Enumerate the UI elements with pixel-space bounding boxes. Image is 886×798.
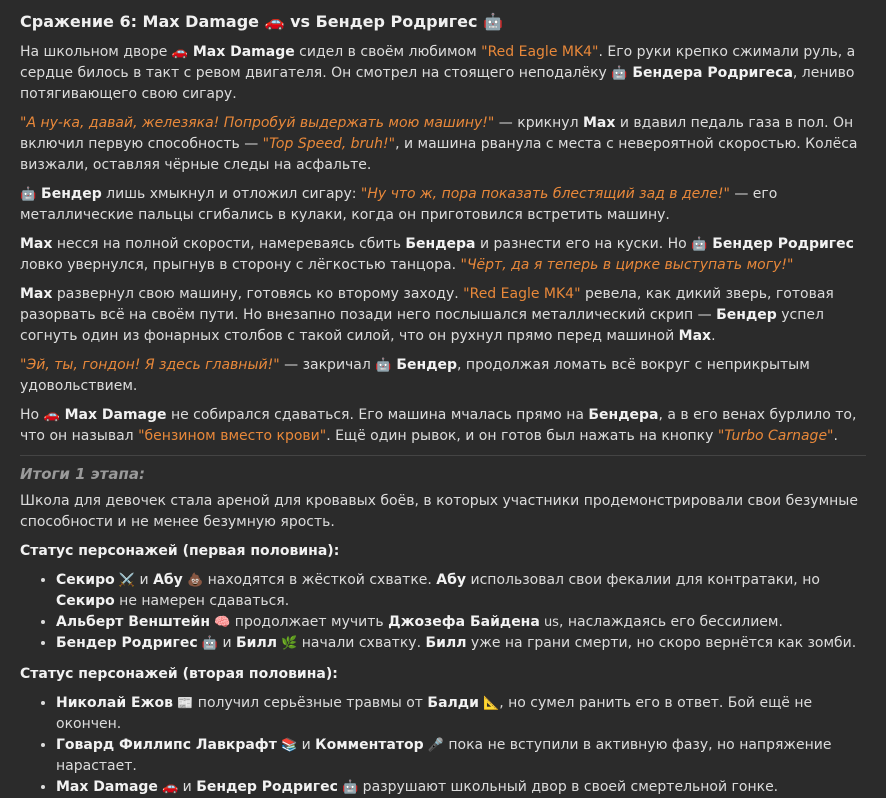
character-name: Говард Филлипс Лавкрафт [56, 737, 277, 753]
character-name: Абу [153, 572, 183, 588]
character-name: Бендера [588, 407, 659, 423]
character-name: Билл [236, 635, 277, 651]
character-name: Билл [425, 635, 467, 651]
ruler-icon: 📐 [478, 696, 500, 711]
text: использовал свои фекалии для контратаки, но [466, 572, 820, 588]
character-name: Секиро [56, 593, 115, 609]
quote: "Эй, ты, гондон! Я здесь главный!" [20, 357, 280, 373]
text: и [297, 737, 316, 753]
summary-text: Школа для девочек стала ареной для кровавых боёв, в которых участники продемонстрировали свои безумные способности и не менее безумную ярость. [20, 493, 858, 530]
character-name: Бендер [36, 186, 102, 202]
text: , а в его венах бурлило то, что он называл [20, 407, 857, 444]
text: начали схватку. [297, 635, 426, 651]
text: , и машина рванула с места с невероятной скоростью. Колёса визжали, оставляя чёрные следы на асфальте. [20, 136, 858, 173]
herb-icon: 🌿 [277, 636, 298, 651]
text: разрушают школьный двор в своей смертельной гонке. [358, 779, 779, 795]
text: находятся в жёсткой схватке. [203, 572, 437, 588]
highlight: "бензином вместо крови" [138, 428, 327, 444]
character-name: Max Damage [187, 44, 295, 60]
text: и [135, 572, 154, 588]
character-name: Абу [436, 572, 467, 588]
quote: "А ну-ка, давай, железяка! Попробуй выдержать мою машину!" [20, 115, 495, 131]
text: и разнести его на куски. Но [475, 236, 692, 252]
us-flag-icon: us [539, 615, 559, 630]
text: — крикнул [494, 115, 583, 131]
character-name: Бендер Родригес [196, 779, 338, 795]
quote: "Turbo Carnage" [717, 428, 834, 444]
car-icon: 🚗 [157, 780, 179, 795]
text: и [178, 779, 197, 795]
robot-icon: 🤖 [691, 237, 708, 252]
text: . [711, 328, 716, 344]
text: Но [20, 407, 44, 423]
swords-icon: ⚔️ [114, 573, 136, 588]
character-name: Секиро [56, 572, 115, 588]
character-name: Бендера [405, 236, 476, 252]
text: — его металлические пальцы сгибались в кулаки, когда он приготовился встретить машину. [20, 186, 778, 223]
battle-title: Сражение 6: Max Damage 🚗 vs Бендер Родригес 🤖 [20, 12, 503, 31]
microphone-icon: 🎤 [423, 738, 444, 753]
character-name: Max [678, 328, 712, 344]
status-list-1 [20, 570, 866, 654]
highlight: "Red Eagle MK4" [481, 44, 599, 60]
text: . [833, 428, 838, 444]
list-item [56, 777, 866, 798]
summary-heading: Итоги 1 этапа: [20, 465, 145, 483]
newspaper-icon: 📰 [173, 696, 194, 711]
text: несся на полной скорости, намереваясь сбить [52, 236, 406, 252]
list-item [56, 570, 866, 612]
robot-icon: 🤖 [337, 780, 359, 795]
list-item [56, 612, 866, 633]
text: . Ещё один рывок, и он готов был нажать на кнопку [326, 428, 718, 444]
robot-icon: 🤖 [20, 187, 37, 202]
character-name: Бендер Родригес [56, 635, 198, 651]
text: На школьном дворе [20, 44, 172, 60]
list-item [56, 693, 866, 735]
car-icon: 🚗 [171, 45, 188, 60]
status-heading-2: Статус персонажей (вторая половина): [20, 666, 338, 682]
text: получил серьёзные травмы от [193, 695, 428, 711]
text: , лениво потягивающего свою сигару. [20, 65, 855, 102]
text: развернул свою машину, готовясь ко второму заходу. [52, 286, 464, 302]
text: — закричал [279, 357, 376, 373]
quote: "Top Speed, bruh!" [262, 136, 396, 152]
character-name: Джозефа Байдена [388, 614, 540, 630]
robot-icon: 🤖 [611, 66, 628, 81]
character-name: Комментатор [315, 737, 424, 753]
list-item [56, 633, 866, 654]
character-name: Николай Ежов [56, 695, 174, 711]
text: успел согнуть один из фонарных столбов с такой силой, что он рухнул прямо перед машиной [20, 307, 824, 344]
character-name: Max [20, 236, 53, 252]
highlight: "Red Eagle MK4" [463, 286, 581, 302]
character-name: Бендера Родригеса [627, 65, 793, 81]
text: пока не вступили в активную фазу, но напряжение нарастает. [56, 737, 832, 774]
status-list-2 [20, 693, 866, 798]
character-name: Max Damage [56, 779, 158, 795]
divider [20, 455, 866, 456]
character-name: Бендер [391, 357, 458, 373]
story-paragraph-4 [20, 234, 866, 276]
character-name: Балди [427, 695, 479, 711]
text: ревела, как дикий зверь, готовая разорвать всё на своём пути. Но внезапно позади него послышался металлический скрип — [20, 286, 834, 323]
story-paragraph-7 [20, 405, 866, 447]
story-paragraph-3 [20, 184, 866, 226]
character-name: Бендер Родригес [707, 236, 854, 252]
poop-icon: 💩 [182, 573, 204, 588]
text: и вдавил педаль газа в пол. Он включил первую способность — [20, 115, 854, 152]
text: и [218, 635, 236, 651]
character-name: Бендер [716, 307, 777, 323]
robot-icon: 🤖 [375, 358, 392, 373]
car-icon: 🚗 [43, 408, 60, 423]
character-name: Max [582, 115, 616, 131]
text: ловко увернулся, прыгнув в сторону с лёгкостью танцора. [20, 257, 461, 273]
character-name: Max Damage [59, 407, 167, 423]
list-item [56, 735, 866, 777]
text: сидел в своём любимом [294, 44, 482, 60]
books-icon: 📚 [276, 738, 298, 753]
story-paragraph-5 [20, 284, 866, 347]
character-name: Max [20, 286, 53, 302]
quote: "Чёрт, да я теперь в цирке выступать могу!" [460, 257, 794, 273]
text: , но сумел ранить его в ответ. Бой ещё не окончен. [56, 695, 813, 732]
text: продолжает мучить [230, 614, 389, 630]
text: . Его руки крепко сжимали руль, а сердце билось в такт с ревом двигателя. Он смотрел на стоящего неподалёку [20, 44, 856, 81]
text: , наслаждаясь его бессилием. [558, 614, 783, 630]
story-paragraph-2 [20, 113, 866, 176]
text: лишь хмыкнул и отложил сигару: [101, 186, 361, 202]
robot-icon: 🤖 [197, 636, 218, 651]
text: , продолжая ломать всё вокруг с неприкрытым удовольствием. [20, 357, 810, 394]
text: не намерен сдаваться. [114, 593, 290, 609]
character-name: Альберт Венштейн [56, 614, 211, 630]
text: уже на грани смерти, но скоро вернётся как зомби. [466, 635, 857, 651]
brain-icon: 🧠 [210, 615, 231, 630]
story-paragraph-1 [20, 42, 866, 105]
status-heading-1: Статус персонажей (первая половина): [20, 543, 340, 559]
story-paragraph-6 [20, 355, 866, 397]
quote: "Ну что ж, пора показать блестящий зад в деле!" [360, 186, 730, 202]
text: не собирался сдаваться. Его машина мчалась прямо на [166, 407, 589, 423]
